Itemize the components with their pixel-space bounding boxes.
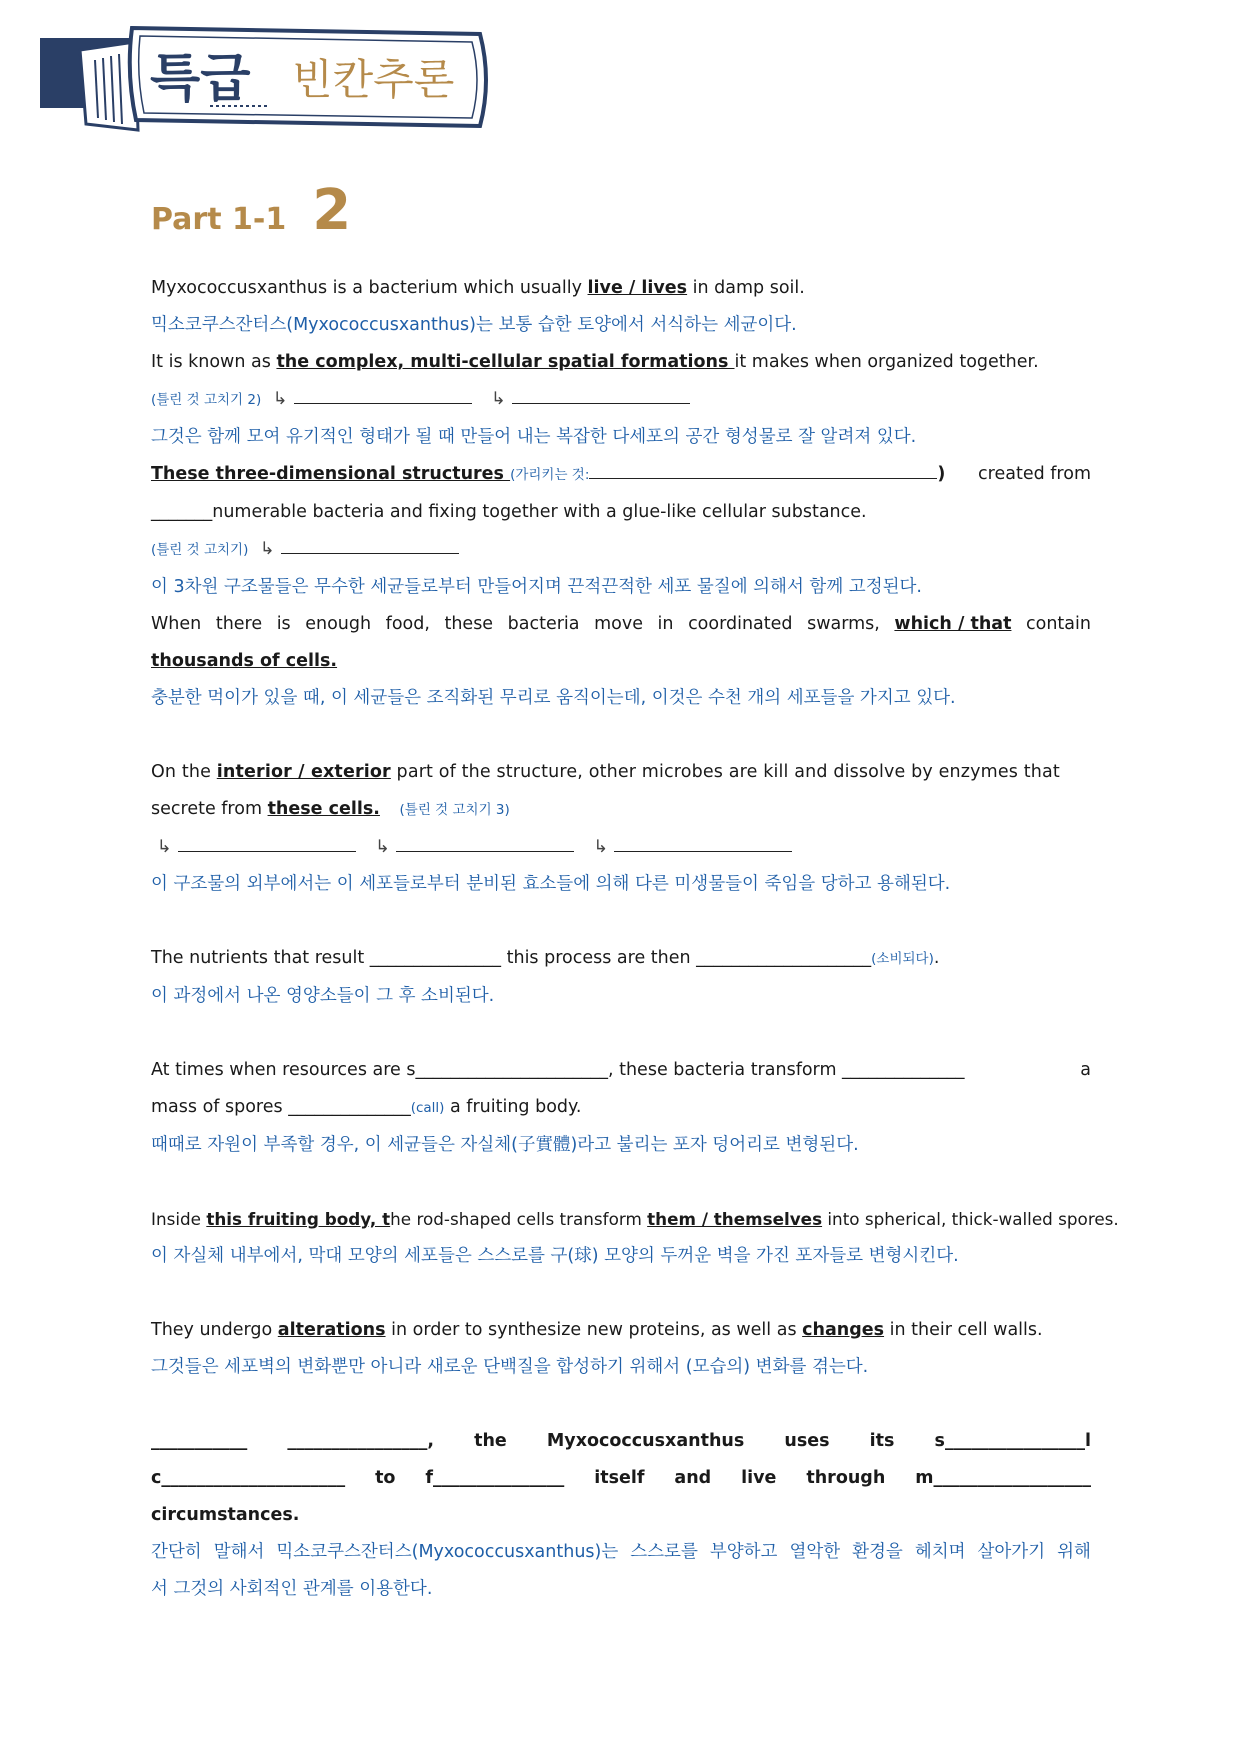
arrow-icon: ↳	[491, 389, 506, 409]
underline-these-cells: these cells.	[267, 799, 380, 819]
correction-note-2: (틀린 것 고치기 2)	[151, 392, 262, 408]
summary-ko-1: 간단히 말해서 믹소코쿠스잔터스(Myxococcusxanthus)는 스스로를 부양하고 열악한 환경을 헤치며 살아가기 위해	[151, 1542, 1091, 1562]
summary-ko-2: 서 그것의 사회적인 관계를 이용한다.	[151, 1579, 433, 1599]
sentence-7-ko: 때때로 자원이 부족할 경우, 이 세균들은 자실체(子實體)라고 불리는 포자 덩어리로 변형된다.	[151, 1135, 859, 1155]
banner-badge-sub: 빈칸추론	[292, 55, 455, 104]
choice-interior-exterior: interior / exterior	[216, 762, 391, 782]
sentence-3-en-cont: _______numerable bacteria and fixing together with a glue-like cellular substance.	[151, 502, 867, 522]
choice-which-that: which / that	[894, 614, 1012, 634]
sentence-9-en: They undergo alterations in order to synthesize new proteins, as well as changes in their cell walls.	[151, 1320, 1043, 1340]
hint-note: (소비되다)	[871, 951, 934, 967]
answer-blank[interactable]	[178, 834, 356, 852]
correction-row-3a	[151, 531, 1091, 569]
answer-blank[interactable]	[512, 386, 690, 404]
sentence-4-en: When there is enough food, these bacteria move in coordinated swarms, which / that contain	[151, 606, 1091, 643]
sentence-5-ko: 이 구조물의 외부에서는 이 세포들로부터 분비된 효소들에 의해 다른 미생물들이 죽임을 당하고 용해된다.	[151, 874, 951, 894]
correction-note-3: (틀린 것 고치기 3)	[399, 802, 510, 818]
underline-alterations: alterations	[277, 1320, 386, 1340]
part-title	[151, 178, 351, 243]
reference-blank[interactable]	[589, 461, 937, 479]
underline-thousands: thousands of cells.	[151, 651, 338, 671]
answer-blank[interactable]	[281, 536, 459, 554]
sentence-2-ko: 그것은 함께 모여 유기적인 형태가 될 때 만들어 내는 복잡한 다세포의 공간 형성물로 잘 알려져 있다.	[151, 427, 917, 447]
arrow-icon: ↳	[375, 837, 390, 857]
sentence-2-en: It is known as the complex, multi-cellular spatial formations it makes when organized together.	[151, 352, 1039, 372]
part-label: Part 1-1	[151, 202, 287, 237]
sentence-8-en: Inside this fruiting body, the rod-shaped cells transform them / themselves into spherical, thick-walled spores.	[151, 1209, 1119, 1229]
answer-blank[interactable]	[294, 386, 472, 404]
arrow-icon: ↳	[157, 837, 172, 857]
correction-row-5	[151, 829, 1091, 866]
underline-fruiting-body: this fruiting body, t	[206, 1209, 391, 1229]
arrow-icon: ↳	[272, 389, 288, 409]
choice-them-themselves: them / themselves	[647, 1209, 823, 1229]
arrow-icon: ↳	[259, 539, 275, 559]
reference-note: (가리키는 것:	[510, 467, 590, 483]
sentence-1-ko: 믹소코쿠스잔터스(Myxococcusxanthus)는 보통 습한 토양에서 서식하는 세균이다.	[151, 315, 797, 335]
underline-formations: the complex, multi-cellular spatial formations	[276, 352, 735, 372]
correction-row-2	[151, 381, 1091, 419]
sentence-6-ko: 이 과정에서 나온 영양소들이 그 후 소비된다.	[151, 986, 495, 1006]
sentence-8-ko: 이 자실체 내부에서, 막대 모양의 세포들은 스스로를 구(球) 모양의 두꺼운 벽을 가진 포자들로 변형시킨다.	[151, 1246, 959, 1266]
sentence-9-ko: 그것들은 세포벽의 변화뿐만 아니라 새로운 단백질을 합성하기 위해서 (모습의) 변화를 겪는다.	[151, 1357, 869, 1377]
summary-line-2: c_____________________ to f_______________ itself and live through m__________________	[151, 1468, 1091, 1488]
summary-line-3: circumstances.	[151, 1505, 300, 1525]
sentence-5-en: On the interior / exterior part of the structure, other microbes are kill and dissolve by enzymes that	[151, 762, 1060, 782]
correction-note: (틀린 것 고치기)	[151, 542, 249, 558]
underline-changes: changes	[802, 1320, 885, 1340]
sentence-6-en: The nutrients that result _______________ this process are then ____________________(소비되다).	[151, 948, 940, 968]
summary-line-1: ___________ ________________, the Myxococcusxanthus uses its s________________l	[151, 1431, 1091, 1451]
sentence-1-en: Myxococcusxanthus is a bacterium which usually live / lives in damp soil.	[151, 278, 805, 298]
blank-text: ____________________	[696, 948, 872, 968]
title-banner	[40, 20, 490, 148]
part-number: 2	[312, 178, 352, 243]
answer-blank[interactable]	[396, 834, 574, 852]
worksheet-body	[151, 270, 1119, 1608]
underline-structures: These three-dimensional structures	[151, 464, 511, 484]
sentence-3-ko: 이 3차원 구조물들은 무수한 세균들로부터 만들어지며 끈적끈적한 세포 물질에 의해서 함께 고정된다.	[151, 577, 922, 597]
blank-text: _______________	[369, 948, 502, 968]
answer-blank[interactable]	[614, 834, 792, 852]
sentence-7-en: At times when resources are s______________________, these bacteria transform ______________ a	[151, 1060, 1091, 1080]
arrow-icon: ↳	[593, 837, 609, 857]
sentence-3-en: These three-dimensional structures (가리키는 것: ) created from	[151, 456, 1091, 494]
sentence-7-en-cont: mass of spores ______________(call) a fruiting body.	[151, 1097, 582, 1117]
choice-live-lives: live / lives	[587, 278, 688, 298]
sentence-5-en-cont: secrete from these cells. (틀린 것 고치기 3)	[151, 799, 510, 819]
sentence-4-ko: 충분한 먹이가 있을 때, 이 세균들은 조직화된 무리로 움직이는데, 이것은 수천 개의 세포들을 가지고 있다.	[151, 688, 956, 708]
hint-note: (call)	[410, 1100, 445, 1116]
banner-badge-main: 특급	[150, 49, 251, 109]
